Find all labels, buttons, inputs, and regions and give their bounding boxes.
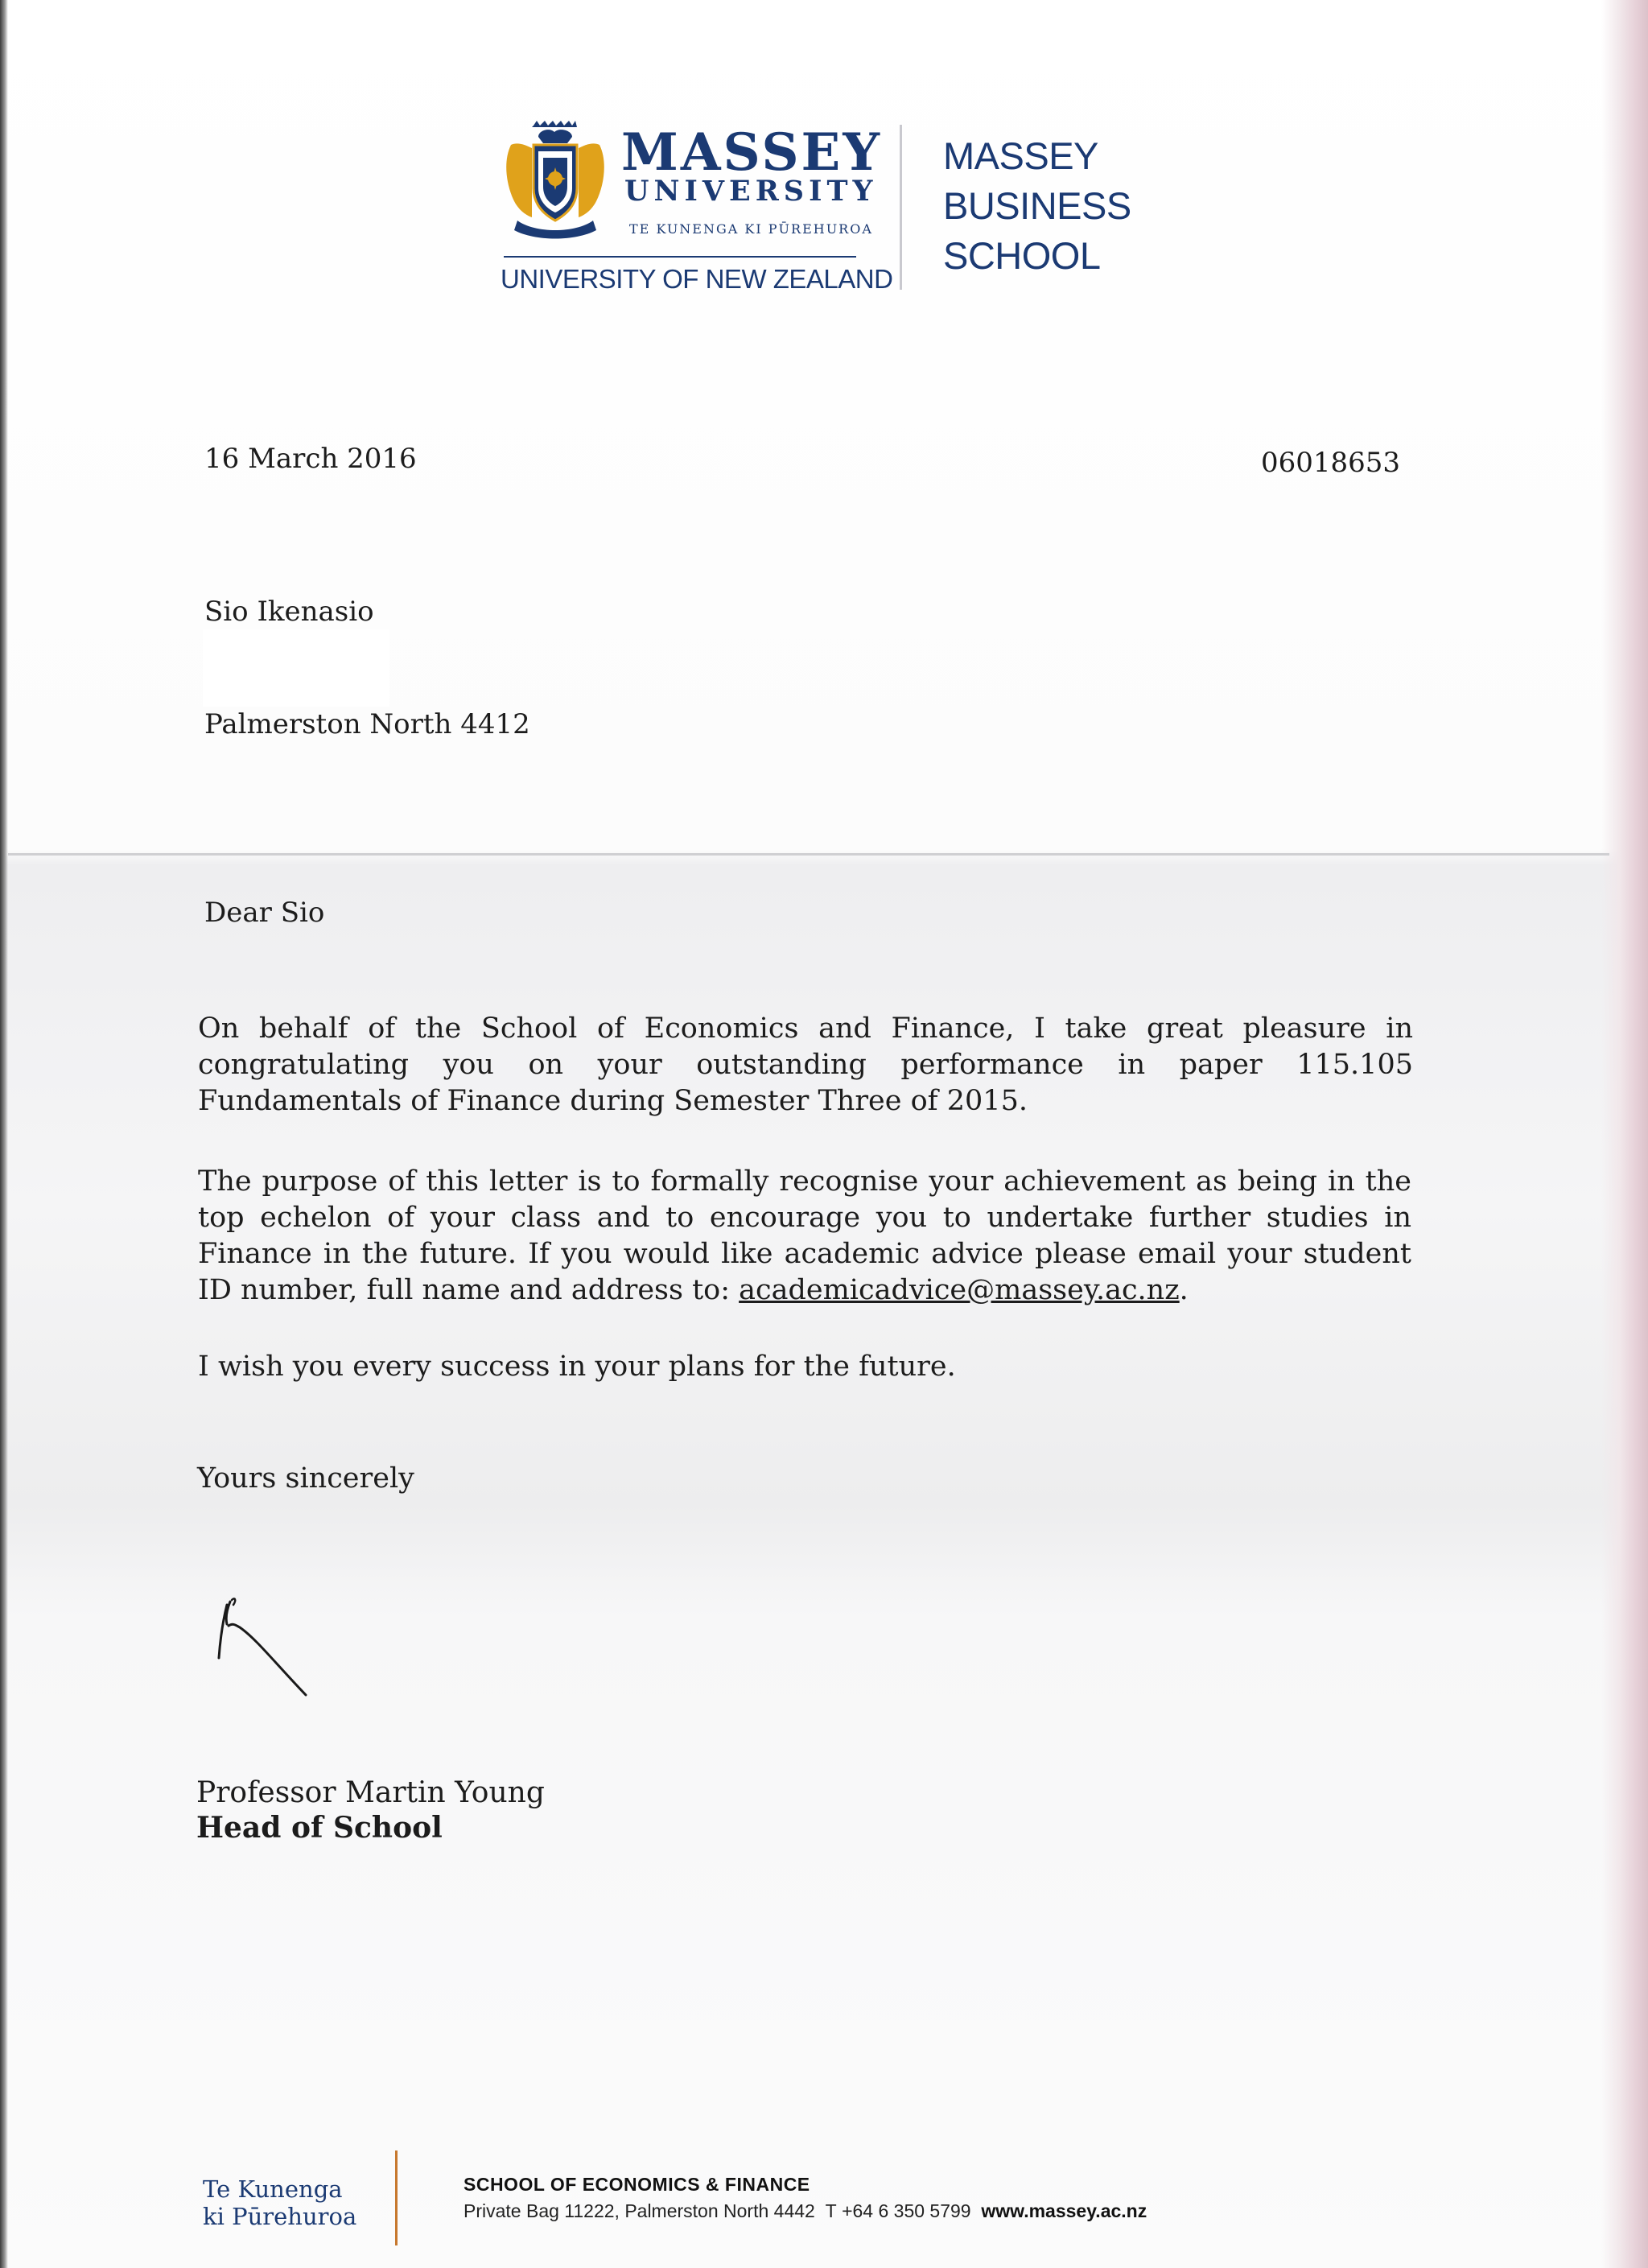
paragraph-purpose-end: .: [1179, 1274, 1189, 1306]
address-redaction: [203, 629, 389, 707]
handwritten-signature-icon: [216, 1594, 344, 1698]
recipient-city: Palmerston North 4412: [204, 708, 530, 740]
signatory-name: Professor Martin Young: [196, 1776, 545, 1809]
footer-contact: [464, 2200, 1147, 2222]
letter-date: 16 March 2016: [204, 443, 417, 475]
footer-maori-line-2: ki Pūrehuroa: [203, 2203, 357, 2230]
paragraph-wishes: I wish you every success in your plans for the future.: [198, 1350, 956, 1383]
university-crest-icon: [503, 121, 608, 241]
school-line-3: SCHOOL: [943, 234, 1101, 277]
student-reference-number: 06018653: [1260, 447, 1400, 479]
university-maori-name: TE KUNENGA KI PŪREHUROA: [629, 221, 873, 237]
footer-school-name: SCHOOL OF ECONOMICS & FINANCE: [464, 2174, 810, 2195]
footer-maori-line-1: Te Kunenga: [203, 2175, 343, 2203]
school-line-2: BUSINESS: [943, 184, 1131, 227]
university-subtitle: UNIVERSITY: [624, 175, 878, 208]
business-school-name: [943, 131, 1131, 281]
footer-address: Private Bag 11222, Palmerston North 4442: [464, 2200, 815, 2221]
closing: Yours sincerely: [197, 1462, 414, 1495]
footer-website[interactable]: www.massey.ac.nz: [981, 2200, 1147, 2221]
university-name: MASSEY: [621, 122, 882, 183]
footer-maori-motto: [203, 2175, 356, 2230]
footer-phone: +64 6 350 5799: [842, 2200, 971, 2221]
paragraph-congratulations: On behalf of the School of Economics and Finance, I take great pleasure in congratulating you on your outstanding performance in paper 115.105 Fundamentals of Finance during Semester Three of 2015.: [198, 1012, 1413, 1117]
scan-right-edge: [1601, 0, 1648, 2268]
academic-advice-email-link[interactable]: academicadvice@massey.ac.nz: [739, 1274, 1180, 1306]
footer-phone-label: T: [825, 2200, 837, 2221]
recipient-name: Sio Ikenasio: [204, 596, 374, 628]
header-divider: [504, 256, 856, 258]
paragraph-purpose: [198, 1164, 1411, 1309]
paragraph-purpose-text: The purpose of this letter is to formally recognise your achievement as being in the top echelon of your class and to encourage you to undertake further studies in Finance in the future. If you would like academic advice please email your student ID number, full name and address to:: [198, 1165, 1411, 1306]
school-line-1: MASSEY: [943, 134, 1098, 177]
footer-divider: [395, 2150, 398, 2245]
salutation: Dear Sio: [204, 897, 325, 929]
university-country: UNIVERSITY OF NEW ZEALAND: [501, 264, 893, 294]
header-vertical-divider: [900, 125, 902, 290]
signatory-title: Head of School: [196, 1811, 443, 1845]
paper-fold-line: [8, 853, 1609, 856]
scan-left-edge: [0, 0, 8, 2268]
